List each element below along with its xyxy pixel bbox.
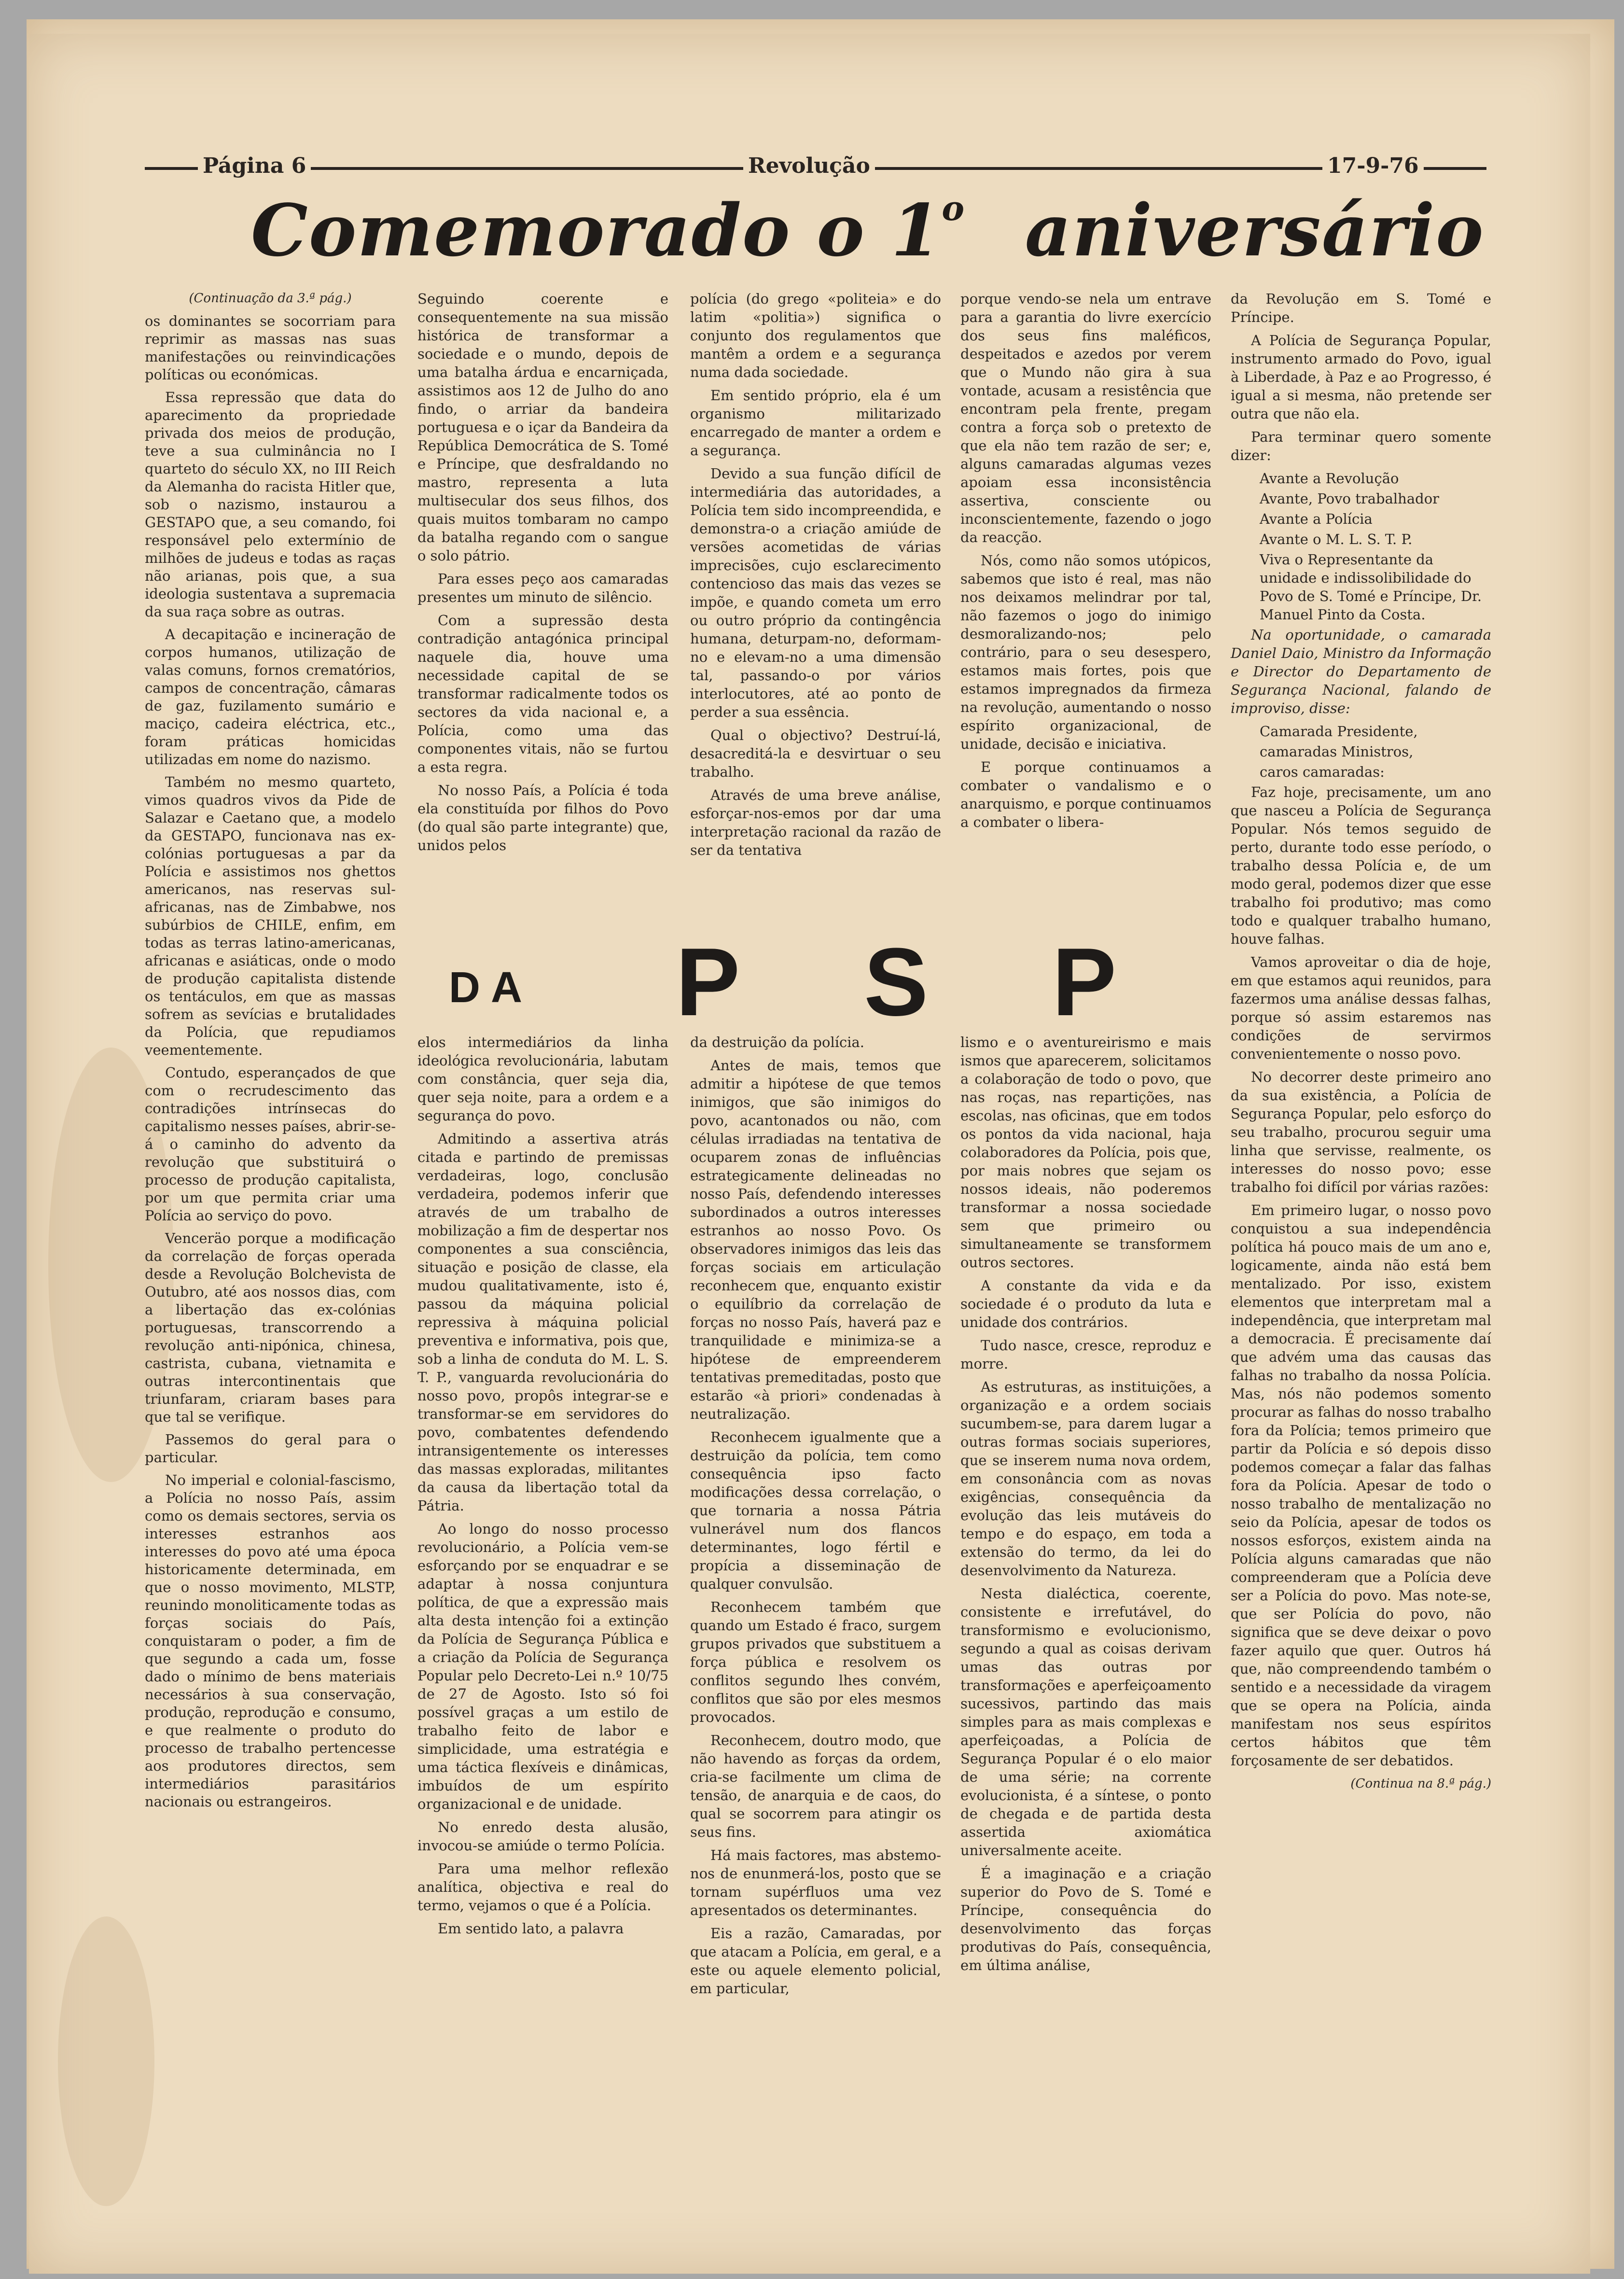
paragraph: É a imaginação e a criação superior do Povo de S. Tomé e Príncipe, consequência do desenvolvimento das forças produtivas do País, consequência, em última análise,	[960, 1865, 1211, 1973]
paragraph: Com a supressão desta contradição antagónica principal naquele dia, houve uma necessidade capital de se transformar radicalmente todos os sectores da vida nacional e, a Polícia, como uma das componentes vitais, não se furtou a esta regra.	[417, 612, 668, 775]
verse-line: Avante a Revolução	[1260, 470, 1399, 487]
paragraph: Para uma melhor reflexão analítica, objectiva e real do termo, vejamos o que é a Polícia.	[417, 1860, 668, 1914]
paragraph: porque vendo-se nela um entrave para a garantia do livre exercício dos seus fins maléficos, despeitados e azedos por verem que o Mundo não gira à sua vontade, acusam a resistência que encontram pela frente, pregam contra a força sob o pretexto de que ela não tem razão de ser; e, alguns camaradas algumas vezes apoiam essa inconsistência assertiva, consciente ou inconscientemente, fazendo o jogo da reacção.	[960, 291, 1211, 545]
paragraph: Ao longo do nosso processo revolucionário, a Polícia vem-se esforçando por se enquadrar e se adaptar à nossa conjuntura política, de que a expressão mais alta desta intenção foi a extinção da Polícia de Segurança Pública e a criação da Polícia de Segurança Popular pelo Decreto-Lei n.º 10/75 de 27 de Agosto. Isto só foi possível graças a um estilo de trabalho feito de labor e simplicidade, uma estratégia e uma táctica flexíveis e dinâmicas, imbuídos de um espírito organizacional e de unidade.	[417, 1521, 668, 1812]
issue-date: 17-9-76	[1322, 154, 1424, 178]
paragraph: Tudo nasce, cresce, reproduz e morre.	[960, 1337, 1211, 1372]
headline	[251, 188, 1485, 272]
salutation-line: caros camaradas:	[1260, 764, 1385, 780]
intro-note: Na oportunidade, o camarada Daniel Daio, Ministro da Informação e Director do Departamento de Segurança Nacional, falando de improviso, disse:	[1231, 627, 1491, 716]
column-1-top	[145, 290, 396, 2153]
salutation-line: Camarada Presidente,	[1260, 723, 1418, 740]
paragraph: No imperial e colonial-fascismo, a Polícia no nosso País, assim como os demais sectores, servia os interesses estranhos aos interesses do povo até uma época historicamente determinada, em que o nosso movimento, MLSTP, reunindo monoliticamente todas as forças sociais do País, conquistaram o poder, a fim de que segundo a cada um, fosse dado o mínimo de bens materiais necessários à sua conservação, produção, reprodução e consumo, e que realmente o produto do processo de trabalho pertencesse aos produtores directos, sem intermediários parasitários nacionais ou estrangeiros.	[145, 1472, 396, 1810]
banner-letter-p2: P	[1052, 928, 1117, 1036]
banner-da: DA	[449, 964, 533, 1012]
paragraph: E porque continuamos a combater o vandalismo e o anarquismo, e porque continuamos a combater o libera-	[960, 759, 1211, 830]
banner-letter-s: S	[864, 928, 929, 1036]
paragraph: polícia (do grego «politeia» e do latim «politia») significa o conjunto dos regulamentos que mantêm a ordem e a segurança numa dada sociedade.	[690, 291, 941, 380]
paragraph: lismo e o aventureirismo e mais ismos que aparecerem, solicitamos a colaboração de todo o povo, que nas roças, nas repartições, nas escolas, nas oficinas, que em todos os pontos da vida nacional, haja colaboradores da Polícia, pois que, por mais nobres que sejam os nossos ideais, não poderemos transformar a nossa sociedade sem que primeiro ou simultaneamente se transformem outros sectores.	[960, 1034, 1211, 1271]
paragraph: Para terminar quero somente dizer:	[1231, 429, 1491, 463]
paragraph: Através de uma breve análise, esforçar-nos-emos por dar uma interpretação racional da razão de ser da tentativa	[690, 787, 941, 858]
continuation-note: (Continuação da 3.ª pág.)	[189, 291, 352, 306]
headline-main: Comemorado o 1	[251, 188, 942, 272]
paragraph: elos intermediários da linha ideológica revolucionária, labutam com constância, quer seja dia, quer seja noite, para a ordem e a segurança do povo.	[417, 1034, 668, 1124]
paragraph: No nosso País, a Polícia é toda ela constituída por filhos do Povo (do qual são parte integrante) que, unidos pelos	[417, 782, 668, 853]
paragraph: A decapitação e incineração de corpos humanos, utilização de valas comuns, fornos crematórios, campos de concentração, câmaras de gaz, fuzilamento sumário e maciço, cadeira eléctrica, etc., foram práticas homicidas utilizadas em nome do nazismo.	[145, 626, 396, 768]
paragraph: Essa repressão que data do aparecimento da propriedade privada dos meios de produção, teve a sua culminância no I quarteto do século XX, no III Reich da Alemanha do racista Hitler que, sob o nazismo, instaurou a GESTAPO que, a seu comando, foi responsável pelo extermínio de milhões de judeus e todas as raças não arianas, pois que, a sua ideologia sustentava a supremacia da sua raça sobre as outras.	[145, 389, 396, 620]
verse-line: Avante a Polícia	[1260, 511, 1373, 527]
paragraph: Em sentido lato, a palavra	[438, 1920, 624, 1937]
paragraph: Há mais factores, mas abstemo-nos de enunmerá-los, posto que se tornam supérfluos uma vez apresentados os determinantes.	[690, 1847, 941, 1918]
column-2-bottom	[417, 1033, 668, 1943]
paragraph: Devido a sua função difícil de intermediária das autoridades, a Polícia tem sido incompreendida, e demonstra-o a criação amiúde de versões acometidas de várias imprecisões, cujo esclarecimento contencioso das mais das vezes se impõe, e quando cometa um erro ou outro próprio da contingência humana, deturpam-no, deformam-no e elevam-no a uma dimensão tal, passando-o por vários interlocutores, até ao ponto de perder a sua essência.	[690, 465, 941, 720]
column-2-top	[417, 290, 668, 859]
column-3-bottom	[690, 1033, 941, 2002]
paragraph: Seguindo coerente e consequentemente na sua missão histórica de transformar a sociedade e o mundo, depois de uma batalha árdua e encarniçada, assistimos aos 12 de Julho do ano findo, o arriar da bandeira portuguesa e o içar da Bandeira da República Democrática de S. Tomé e Príncipe, que desfraldando no mastro, representa a luta multisecular dos seus filhos, dos quais muitos tombaram no campo da batalha regando com o sangue o solo pátrio.	[417, 291, 668, 564]
paragraph: As estruturas, as instituições, a organização e a ordem sociais sucumbem-se, para darem lugar a outras formas sociais superiores, que se inserem numa nova ordem, em consonância com as novas exigências, consequência da evolução das leis mutáveis do tempo e do espaço, em toda a extensão do termo, da lei do desenvolvimento da Natureza.	[960, 1379, 1211, 1579]
verse-line: Avante, Povo trabalhador	[1260, 490, 1440, 507]
paragraph: Nós, como não somos utópicos, sabemos que isto é real, mas não nos deixamos melindrar por tal, não fazemos o jogo do inimigo desmoralizando-nos; pelo contrário, para o seu desespero, estamos mais fortes, pois que estamos impregnados da firmeza na revolução, aumentando o nosso espírito organizacional, de unidade, decisão e iniciativa.	[960, 552, 1211, 752]
paragraph: Reconhecem, doutro modo, que não havendo as forças da ordem, cria-se facilmente um clima de tensão, de anarquia e de caos, do qual se socorrem para atingir os seus fins.	[690, 1732, 941, 1840]
paragraph: Contudo, esperançados de que com o recrudescimento das contradições intrínsecas do capitalismo nesses países, abrir-se-á o caminho do advento da revolução que substituirá o processo de produção capitalista, por um que permita criar uma Polícia ao serviço do povo.	[145, 1064, 396, 1224]
paragraph: Eis a razão, Camaradas, por que atacam a Polícia, em geral, e a este ou aquele elemento policial, em particular,	[690, 1925, 941, 1997]
paragraph: Qual o objectivo? Destruí-lá, desacreditá-la e desvirtuar o seu trabalho.	[690, 727, 941, 780]
paper-stain	[58, 1916, 154, 2206]
page-number: Página 6	[198, 154, 311, 178]
paragraph: Para esses peço aos camaradas presentes um minuto de silêncio.	[417, 571, 668, 605]
paragraph: Em primeiro lugar, o nosso povo conquistou a sua independência política há pouco mais de um ano e, logicamente, ainda não está bem mentalizado. Por isso, existem elementos que interpretam mal a independência, que interpretam mal a democracia. É precisamente daí que advém uma das causas das falhas no trabalho da nossa Polícia. Mas, nós não podemos somento procurar as falhas do nosso trabalho fora da Polícia; temos primeiro que partir da Polícia e só depois disso podemos começar a falar das falhas fora da Polícia. Apesar de todo o nosso trabalho de mentalização no seio da Polícia, apesar de todos os nossos esforços, existem ainda na Polícia alguns camaradas que não compreenderam que a Polícia deve ser a Polícia do povo. Mas note-se, que ser Polícia do povo, não significa que se deve deixar o povo fazer aquilo que quer. Outros há que, não compreendendo também o sentido e a necessidade da viragem que se opera na Polícia, ainda manifestam nos seus espíritos certos hábitos que têm forçosamente de ser debatidos.	[1231, 1202, 1491, 1769]
headline-ordinal: o	[942, 188, 966, 228]
column-5	[1231, 290, 1491, 1798]
paragraph: Admitindo a assertiva atrás citada e partindo de premissas verdadeiras, logo, conclusão verdadeira, podemos inferir que através de um trabalho de mobilização a fim de despertar nos componentes a sua consciência, situação e posição de classe, ela mudou qualitativamente, isto é, passou da máquina policial repressiva à máquina policial preventiva e informativa, pois que, sob a linha de conduta do M. L. S. T. P., vanguarda revolucionária do nosso povo, propôs integrar-se e transformar-se em servidores do povo, combatentes defendendo intransigentemente os interesses das massas exploradas, militantes da causa da libertação total da Pátria.	[417, 1131, 668, 1514]
paragraph: No enredo desta alusão, invocou-se amiúde o termo Polícia.	[417, 1819, 668, 1854]
paragraph: Nesta dialéctica, coerente, consistente e irrefutável, do transformismo e evolucionismo, segundo a qual as coisas derivam umas das outras por transformações e aperfeiçoamento sucessivos, partindo das mais simples para as mais complexas e aperfeiçoadas, a Polícia de Segurança Popular é o elo maior de uma série; na corrente evolucionista, é a síntese, o ponto de chegada e de partida desta assertida axiomática universalmente aceite.	[960, 1585, 1211, 1859]
newspaper-name: Revolução	[743, 154, 875, 178]
verse-line: Viva o Representante da unidade e indissolibilidade do Povo de S. Tomé e Príncipe, Dr. Manuel Pinto da Costa.	[1260, 551, 1482, 623]
paragraph: Faz hoje, precisamente, um ano que nasceu a Polícia de Segurança Popular. Nós temos seguido de perto, durante todo esse período, o trabalho dessa Polícia e, de um modo geral, podemos dizer que esse trabalho foi produtivo; mas como todo e qualquer trabalho humano, houve falhas.	[1231, 784, 1491, 947]
psp-banner	[434, 928, 1187, 1036]
paragraph: da Revolução em S. Tomé e Príncipe.	[1231, 291, 1491, 325]
paragraph: Vamos aproveitar o dia de hoje, em que estamos aqui reunidos, para fazermos uma análise dessas falhas, porque só assim estaremos nas condições de servirmos convenientemente o nosso povo.	[1231, 954, 1491, 1062]
verse-line: Avante o M. L. S. T. P.	[1260, 531, 1413, 547]
column-3-top	[690, 290, 941, 864]
paragraph: Em sentido próprio, ela é um organismo militarizado encarregado de manter a ordem e a segurança.	[690, 387, 941, 459]
column-4-top	[960, 290, 1211, 836]
paragraph: da destruição da polícia.	[690, 1034, 865, 1050]
paragraph: Também no mesmo quarteto, vimos quadros vivos da Pide de Salazar e Caetano que, a modelo da GESTAPO, funcionava nas ex-colónias portuguesas a par da Polícia e assistimos nos ghettos americanos, nas reservas sul-africanas, nas de Zimbabwe, nos subúrbios de CHILE, enfim, em todas as terras latino-americanas, africanas e asiáticas, onde o modo de produção capitalista distende os tentáculos, em que as massas sofrem as sevícias e brutalidades da Polícia, que repudiamos veementemente.	[145, 774, 396, 1058]
column-4-bottom	[960, 1033, 1211, 1979]
paragraph: Reconhecem também que quando um Estado é fraco, surgem grupos privados que substituem a força pública e resolvem os conflitos segundo lhes convém, conflitos que são por eles mesmos provocados.	[690, 1599, 941, 1725]
paragraph: Reconhecem igualmente que a destruição da polícia, tem como consequência ipso facto modificações dessa correlação, o que tornaria a nossa Pátria vulnerável num dos flancos determinantes, logo fértil e propícia a disseminação de qualquer convulsão.	[690, 1429, 941, 1592]
paragraph: No decorrer deste primeiro ano da sua existência, a Polícia de Segurança Popular, pelo esforço do seu trabalho, procurou seguir uma linha que servisse, realmente, os interesses do nosso povo; esse trabalho foi difícil por várias razões:	[1231, 1069, 1491, 1195]
continuation-note: (Continua na 8.ª pág.)	[1350, 1776, 1491, 1791]
paragraph: Venceräo porque a modificação da correlação de forças operada desde a Revolução Bolchevista de Outubro, até aos nossos dias, com a libertação das ex-colónias portuguesas, transcorrendo a revolução anti-nipónica, chinesa, castrista, cubana, vietnamita e outras intercontinentais que triunfaram, criaram bases para que tal se verifique.	[145, 1230, 396, 1425]
paragraph: A constante da vida e da sociedade é o produto da luta e unidade dos contrários.	[960, 1277, 1211, 1330]
salutation-line: camaradas Ministros,	[1260, 743, 1414, 760]
banner-letter-p: P	[676, 928, 740, 1036]
paragraph: Passemos do geral para o particular.	[145, 1431, 396, 1466]
headline-rest: aniversário	[1025, 188, 1485, 272]
paragraph: os dominantes se socorriam para reprimir as massas nas suas manifestações ou reinvindicações políticas ou económicas.	[145, 313, 396, 383]
paragraph: A Polícia de Segurança Popular, instrumento armado do Povo, igual à Liberdade, à Paz e ao Progresso, é igual a si mesma, não pretende ser outra que não ela.	[1231, 332, 1491, 422]
paragraph: Antes de mais, temos que admitir a hipótese de que temos inimigos, que são inimigos do povo, acantonados ou não, com células irradiadas na tentativa de ocuparem zonas de influências estrategicamente delineadas no nosso País, defendendo interesses subordinados a outros interesses estranhos ao nosso Povo. Os observadores inimigos das leis das forças sociais em articulação reconhecem que, enquanto existir o equilíbrio da correlação de forças no nosso País, haverá paz e tranquilidade e minimiza-se a hipótese de empreenderem tentativas premeditadas, posto que estarão «à priori» condenadas à neutralização.	[690, 1057, 941, 1422]
masthead	[145, 154, 1486, 182]
